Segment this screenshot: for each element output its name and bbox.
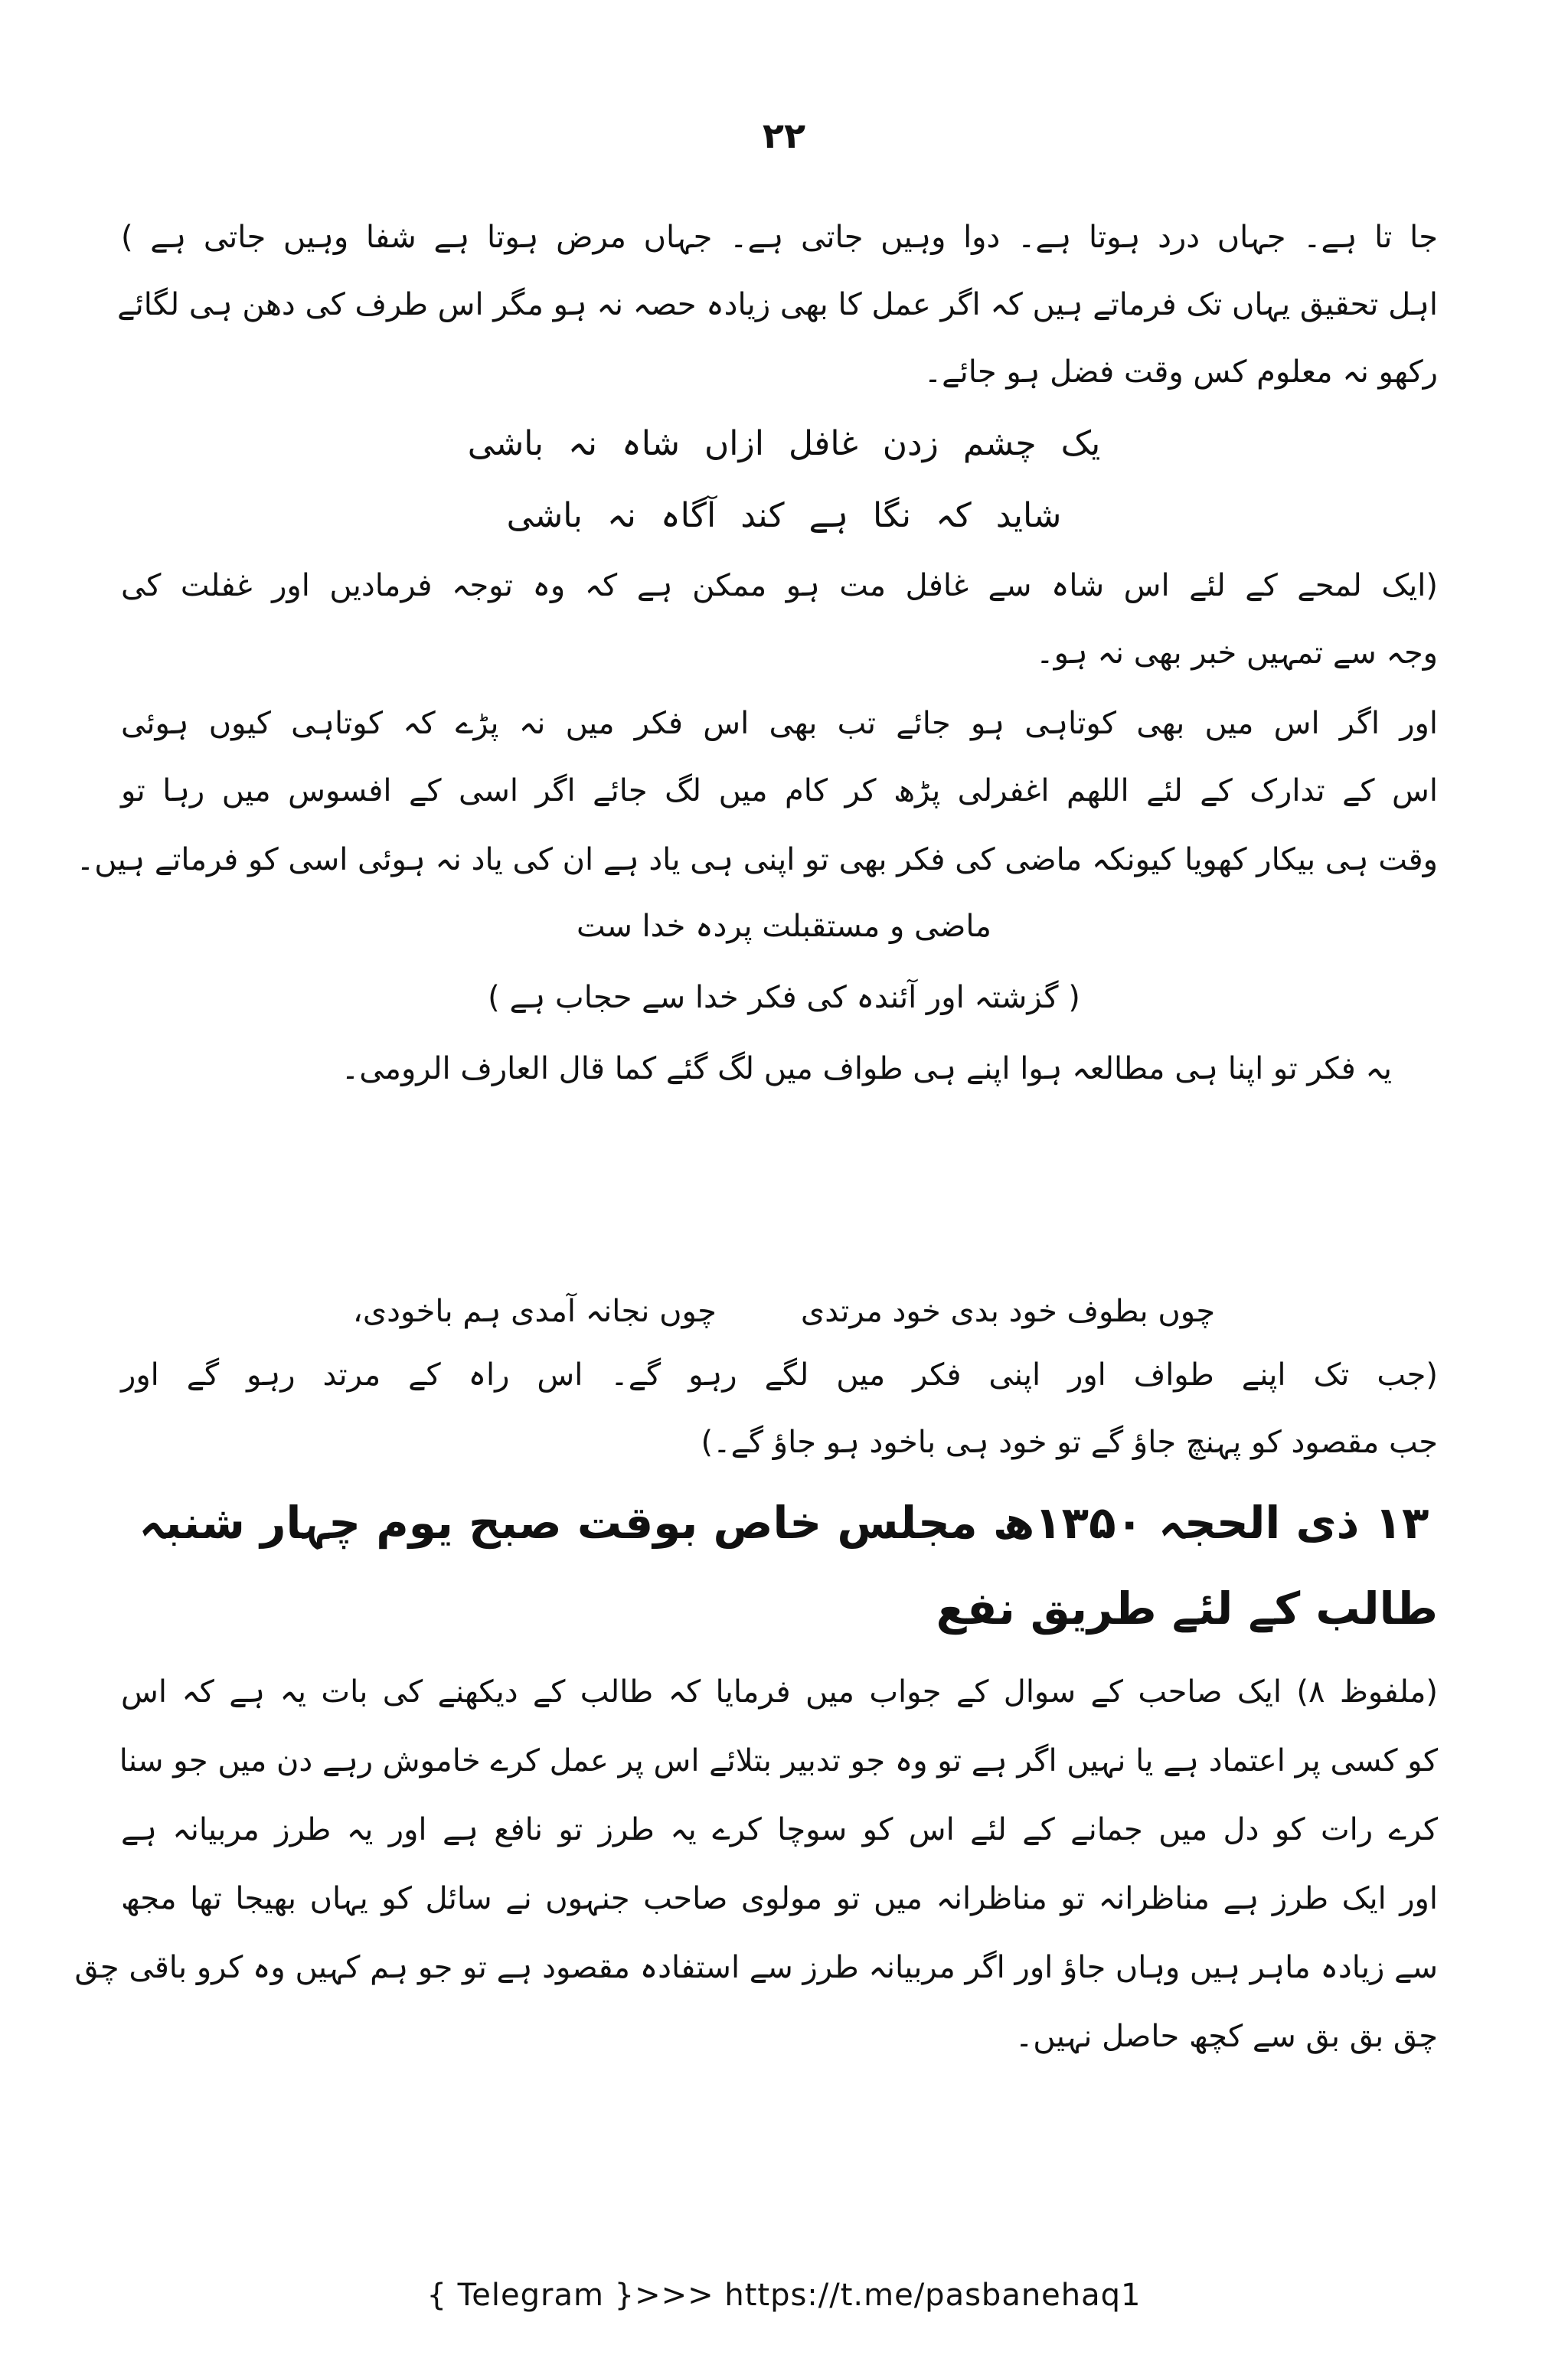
footer-telegram-link[interactable]: { Telegram }>>> https://t.me/pasbanehaq1 <box>426 2278 1142 2313</box>
text-line: یہ فکر تو اپنا ہی مطالعہ ہوا اپنے ہی طواف میں لگ گئے کما قال العارف الرومی۔ <box>341 1051 1392 1086</box>
verse-line: یک چشم زدن غافل ازاں شاہ نہ باشی <box>467 424 1101 463</box>
couplet <box>0 1294 1568 1329</box>
text-line: (ملفوظ ۸) ایک صاحب کے سوال کے جواب میں فرمایا کہ طالب کے دیکھنے کی بات یہ ہے کہ اس <box>121 1674 1438 1710</box>
text-line: اور اگر اس میں بھی کوتاہی ہو جائے تب بھی اس فکر میں نہ پڑے کہ کوتاہی کیوں ہوئی <box>121 706 1438 741</box>
couplet-second-hemistich: چوں نجانہ آمدی ہم باخودی، <box>352 1294 717 1329</box>
text-line: وجہ سے تمہیں خبر بھی نہ ہو۔ <box>1036 635 1438 671</box>
text-line: اس کے تدارک کے لئے اللھم اغفرلی پڑھ کر کام میں لگ جائے اگر اسی کے افسوس میں رہا تو <box>121 773 1438 808</box>
text-line: جب مقصود کو پہنچ جاؤ گے تو خود ہی باخود ہو جاؤ گے۔) <box>701 1425 1438 1460</box>
text-line: (جب تک اپنے طواف اور اپنی فکر میں لگے رہو گے۔ اس راہ کے مرتد رہو گے اور <box>121 1357 1438 1393</box>
translation-line: ( گزشتہ اور آئندہ کی فکر خدا سے حجاب ہے ) <box>488 980 1080 1015</box>
text-line: کرے رات کو دل میں جمانے کے لئے اس کو سوچا کرے یہ طرز تو نافع ہے اور یہ طرز مربیانہ ہے <box>121 1812 1438 1847</box>
text-line: اور ایک طرز ہے مناظرانہ تو مناظرانہ میں تو مولوی صاحب جنہوں نے سائل کو یہاں بھیجا تھا مجھ <box>121 1881 1438 1916</box>
text-line: کو کسی پر اعتماد ہے یا نہیں اگر ہے تو وہ جو تدبیر بتلائے اس پر عمل کرے خاموش رہے دن میں جو سنا <box>119 1743 1438 1778</box>
verse-line: ماضی و مستقبلت پردہ خدا ست <box>577 909 991 944</box>
text-line: وقت ہی بیکار کھویا کیونکہ ماضی کی فکر بھی تو اپنی ہی یاد ہے ان کی یاد نہ ہوئی اسی کو فرماتے ہیں۔ <box>76 842 1438 877</box>
text-line: سے زیادہ ماہر ہیں وہاں جاؤ اور اگر مربیانہ طرز سے استفادہ مقصود ہے تو جو ہم کہیں وہ کرو باقی چق <box>74 1950 1438 1985</box>
section-subheading: طالب کے لئے طریق نفع <box>936 1583 1438 1635</box>
text-line: جا تا ہے۔ جہاں درد ہوتا ہے۔ دوا وہیں جاتی ہے۔ جہاں مرض ہوتا ہے شفا وہیں جاتی ہے ) <box>121 220 1438 255</box>
text-line: رکھو نہ معلوم کس وقت فضل ہو جائے۔ <box>923 354 1438 390</box>
page-number: ۲۲ <box>762 115 806 156</box>
section-heading: ۱۳ ذی الحجہ ۱۳۵۰ھ مجلس خاص بوقت صبح یوم چہار شنبہ <box>139 1497 1429 1549</box>
verse-line: شاید کہ نگا ہے کند آگاہ نہ باشی <box>506 496 1062 535</box>
text-line: چق بق بق سے کچھ حاصل نہیں۔ <box>1014 2019 1438 2054</box>
couplet-first-hemistich: چوں بطوف خود بدی خود مرتدی <box>800 1294 1216 1329</box>
text-line: اہل تحقیق یہاں تک فرماتے ہیں کہ اگر عمل کا بھی زیادہ حصہ نہ ہو مگر اس طرف کی دھن ہی لگائے <box>117 287 1438 322</box>
text-line: (ایک لمحے کے لئے اس شاہ سے غافل مت ہو ممکن ہے کہ وہ توجہ فرمادیں اور غفلت کی <box>121 568 1438 603</box>
